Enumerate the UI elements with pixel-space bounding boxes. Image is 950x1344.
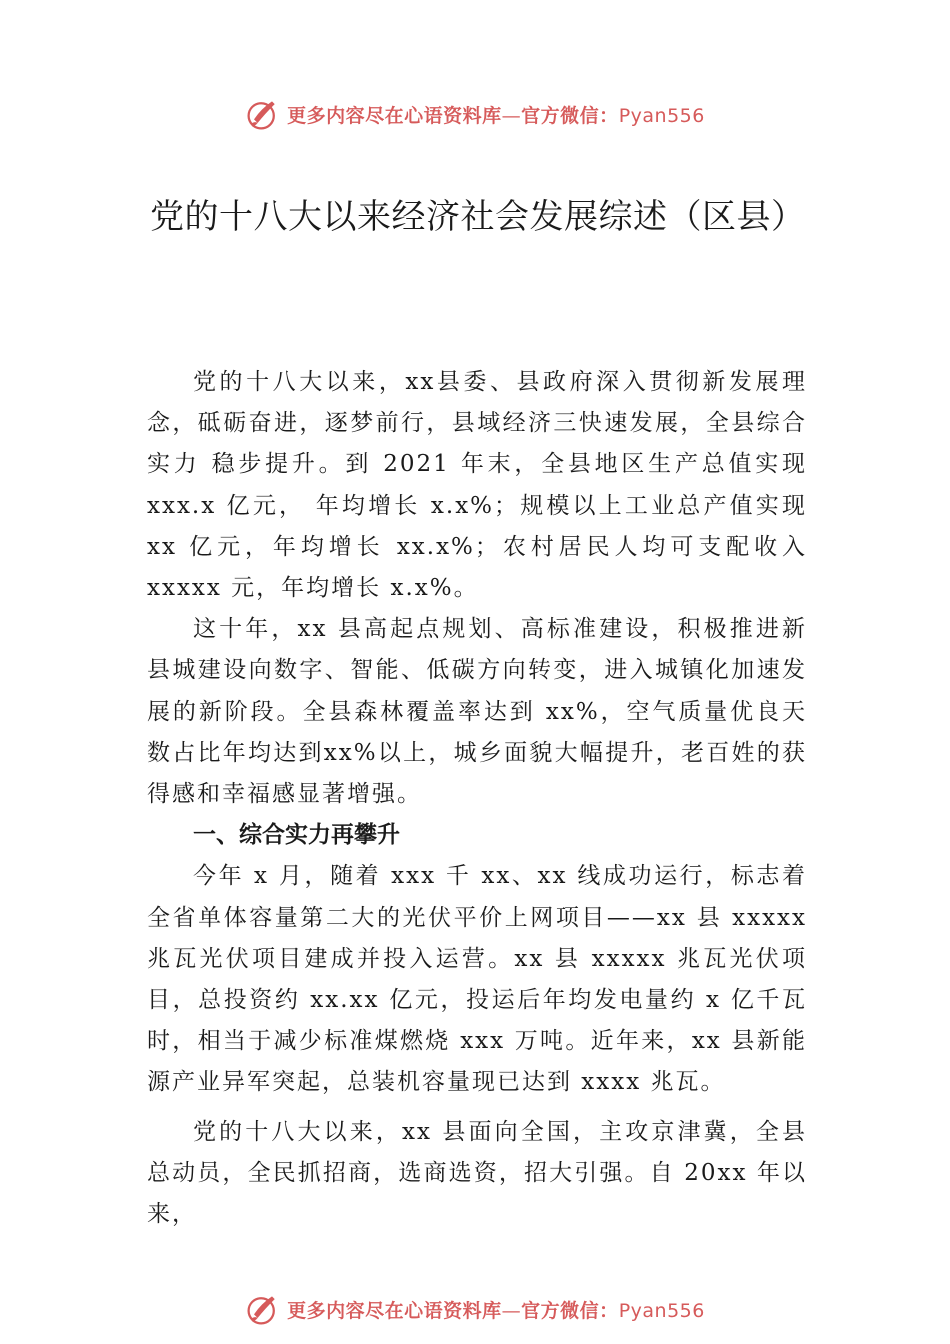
paragraph: 今年 x 月，随着 xxx 千 xx、xx 线成功运行，标志着全省单体容量第二大的光伏平价上网项目——xx 县 xxxxx 兆瓦光伏项目建成并投入运营。xx 县 xxxxx 兆瓦光伏项目，总投资约 xx.xx 亿元，投运后年均发电量约 x 亿千瓦时，相当于减少标准煤燃烧 xxx 万吨。近年来，xx 县新能源产业异军突起，总装机容量现已达到 xxxx 兆瓦。: [147, 863, 807, 1096]
banner-main-text: 更多内容尽在心语资料库: [287, 104, 502, 127]
top-banner: [0, 94, 950, 134]
banner-separator: —: [501, 104, 522, 127]
banner-main-text: 更多内容尽在心语资料库: [287, 1299, 502, 1322]
banner-wechat-id: Pyan556: [618, 104, 705, 127]
banner-wechat-label: 官方微信：: [521, 104, 619, 127]
banner-wechat-label: 官方微信：: [521, 1299, 619, 1322]
paragraph: 这十年，xx 县高起点规划、高标准建设，积极推进新县城建设向数字、智能、低碳方向转变，进入城镇化加速发展的新阶段。全县森林覆盖率达到 xx%，空气质量优良天数占比年均达到xx%以上，城乡面貌大幅提升，老百姓的获得感和幸福感显著增强。: [147, 616, 807, 808]
brush-pen-logo-icon: [245, 1291, 281, 1327]
paragraph: 党的十八大以来，xx 县面向全国，主攻京津冀，全县总动员，全民抓招商，选商选资，招大引强。自 20xx 年以来，: [147, 1118, 807, 1228]
section-heading: 一、综合实力再攀升: [193, 822, 400, 849]
brush-pen-logo-icon: [245, 96, 281, 132]
banner-text: [287, 101, 705, 128]
banner-wechat-id: Pyan556: [618, 1299, 705, 1322]
document-body: [147, 362, 807, 1235]
bottom-banner: [0, 1289, 950, 1329]
banner-text: [287, 1296, 705, 1323]
paragraph: 党的十八大以来，xx县委、县政府深入贯彻新发展理念，砥砺奋进，逐梦前行，县域经济三快速发展，全县综合实力 稳步提升。到 2021 年末，全县地区生产总值实现 xxx.x 亿元， 年均增长 x.x%；规模以上工业总产值实现 xx 亿元，年均增长 xx.x%；农村居民人均可支配收入 xxxxx 元，年均增长 x.x%。: [147, 369, 807, 602]
document-title: 党的十八大以来经济社会发展综述（区县）: [150, 197, 806, 237]
banner-separator: —: [501, 1299, 522, 1322]
